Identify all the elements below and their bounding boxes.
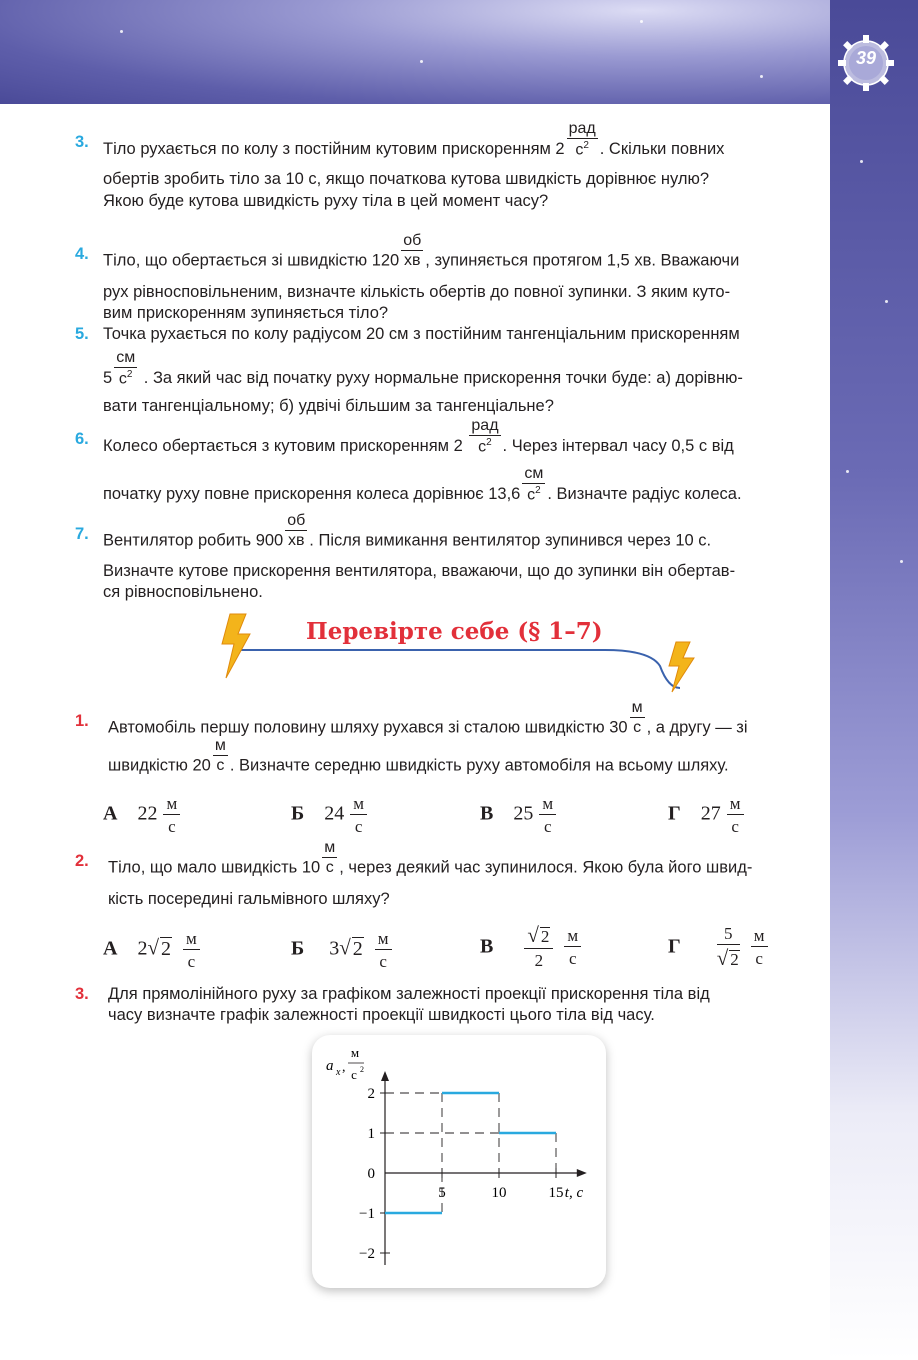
section-title: Перевірте себе (§ 1–7) bbox=[306, 618, 603, 645]
fraction: $\frac{м}{с}$ bbox=[324, 839, 336, 876]
side-decoration bbox=[830, 0, 918, 1360]
answer-option-v[interactable]: В 25 м с bbox=[480, 795, 556, 835]
task-number: 4. bbox=[75, 245, 89, 263]
answer-option-g[interactable]: Г $\frac{5}{√ 2}$ м с bbox=[668, 925, 768, 969]
y-axis-unit-sup: 2 bbox=[360, 1065, 364, 1074]
task-text-line: Тіло рухається по колу з постійним кутовим прискоренням 2 $\frac{\text{рад}}{с^2}$ . Скільки повних bbox=[103, 120, 725, 159]
fraction: $\frac{м}{с}$ bbox=[631, 699, 643, 736]
y-axis-arrow bbox=[381, 1071, 389, 1081]
task-number: 6. bbox=[75, 430, 89, 448]
task-text-line: Визначте кутове прискорення вентилятора, вважаючи, що до зупинки він обертав- bbox=[103, 562, 736, 580]
fraction: $\frac{\text{рад}}{с^2}$ bbox=[471, 417, 499, 456]
task-number: 3. bbox=[75, 133, 89, 151]
page-number: 39 bbox=[855, 48, 877, 68]
x-axis-arrow bbox=[577, 1169, 587, 1177]
task-text-line: Колесо обертається з кутовим прискоренням 2 $\frac{\text{рад}}{с^2}$ . Через інтервал часу 0,5 с від bbox=[103, 417, 734, 456]
fraction: $\frac{об}{хв}$ bbox=[403, 232, 422, 269]
task-text-line: швидкістю 20 $\frac{м}{с}$ . Визначте середню швидкість руху автомобіля на всьому шляху. bbox=[108, 737, 729, 775]
task-number: 5. bbox=[75, 325, 89, 343]
fraction: $\frac{см}{с^2}$ bbox=[524, 465, 544, 504]
y-axis-label: a bbox=[326, 1058, 334, 1074]
task-number: 3. bbox=[75, 985, 89, 1003]
task-text-line: початку руху повне прискорення колеса дорівнює 13,6 $\frac{см}{с^2}$ . Визначте радіус колеса. bbox=[103, 465, 742, 504]
lightning-icon bbox=[222, 614, 250, 678]
task-text-line: 5 $\frac{см}{с^2}$ . За який час від початку руху нормальне прискорення точки буде: а) дорівню- bbox=[103, 349, 743, 388]
task-text-line: Точка рухається по колу радіусом 20 см з постійним тангенціальним прискоренням bbox=[103, 325, 740, 343]
x-axis-label: t, с bbox=[564, 1185, 584, 1201]
task-text-line: Тіло, що обертається зі швидкістю 120 $\frac{об}{хв}$ , зупиняється протягом 1,5 хв. Вважаючи bbox=[103, 232, 740, 270]
lightning-icon bbox=[669, 642, 694, 692]
answer-option-v[interactable]: В $\frac{√ 2}{2}$ м с bbox=[480, 925, 581, 969]
x-tick-label: 15 bbox=[548, 1185, 564, 1201]
task-text-line: Тіло, що мало швидкість 10 $\frac{м}{с}$ , через деякий час зупинилося. Якою була його швид- bbox=[108, 839, 753, 877]
task-text-line: Для прямолінійного руху за графіком залежності проекції прискорення тіла від bbox=[108, 985, 710, 1003]
acceleration-chart bbox=[312, 1035, 606, 1288]
x-tick-label: 10 bbox=[491, 1185, 507, 1201]
fraction: $\frac{см}{с^2}$ bbox=[116, 349, 136, 388]
task-text-line: рух рівносповільненим, визначте кількість обертів до повної зупинки. З яким куто- bbox=[103, 283, 731, 301]
header-background bbox=[0, 0, 918, 104]
task-text-line: Автомобіль першу половину шляху рухався зі сталою швидкістю 30 $\frac{м}{с}$ , а другу — зі bbox=[108, 699, 748, 737]
answer-option-g[interactable]: Г 27 м с bbox=[668, 795, 744, 835]
y-tick-label: 0 bbox=[367, 1166, 375, 1182]
y-axis-unit-denominator: с bbox=[351, 1067, 357, 1082]
y-tick-label: 1 bbox=[367, 1126, 375, 1142]
task-text-line: вати тангенціальному; б) удвічі більшим за тангенціальне? bbox=[103, 397, 554, 415]
fraction: $\frac{м}{с}$ bbox=[214, 737, 226, 774]
task-text-line: кість посередині гальмівного шляху? bbox=[108, 890, 390, 908]
y-axis-label-sub: x bbox=[336, 1067, 341, 1078]
answer-option-a[interactable]: А 2√ 2 м с bbox=[103, 930, 200, 970]
task-text-line: ся рівносповільнено. bbox=[103, 583, 263, 601]
y-axis-unit-numerator: м bbox=[350, 1045, 360, 1060]
y-tick-label: −2 bbox=[359, 1246, 375, 1262]
task-number: 7. bbox=[75, 525, 89, 543]
fraction: $\frac{об}{хв}$ bbox=[287, 512, 306, 549]
task-text-line: часу визначте графік залежності проекції швидкості цього тіла від часу. bbox=[108, 1006, 655, 1024]
y-tick-label: 2 bbox=[367, 1086, 375, 1102]
answer-option-b[interactable]: Б 24 м с bbox=[291, 795, 367, 835]
task-number: 2. bbox=[75, 852, 89, 870]
task-text-line: Вентилятор робить 900 $\frac{об}{хв}$ . Після вимикання вентилятор зупинився через 10 с. bbox=[103, 512, 712, 550]
task-number: 1. bbox=[75, 712, 89, 730]
x-tick-label: 5 bbox=[438, 1185, 446, 1201]
y-tick-label: −1 bbox=[359, 1206, 375, 1222]
task-text-line: Якою буде кутова швидкість руху тіла в цей момент часу? bbox=[103, 192, 549, 210]
task-text-line: вим прискоренням зупиняється тіло? bbox=[103, 304, 389, 322]
task-text-line: обертів зробить тіло за 10 с, якщо початкова кутова швидкість дорівнює нулю? bbox=[103, 170, 710, 188]
answer-option-a[interactable]: А 22 м с bbox=[103, 795, 180, 835]
y-axis-label-comma: , bbox=[342, 1060, 346, 1075]
answer-option-b[interactable]: Б 3√ 2 м с bbox=[291, 930, 392, 970]
fraction: $\frac{\text{рад}}{с^2}$ bbox=[568, 120, 596, 159]
